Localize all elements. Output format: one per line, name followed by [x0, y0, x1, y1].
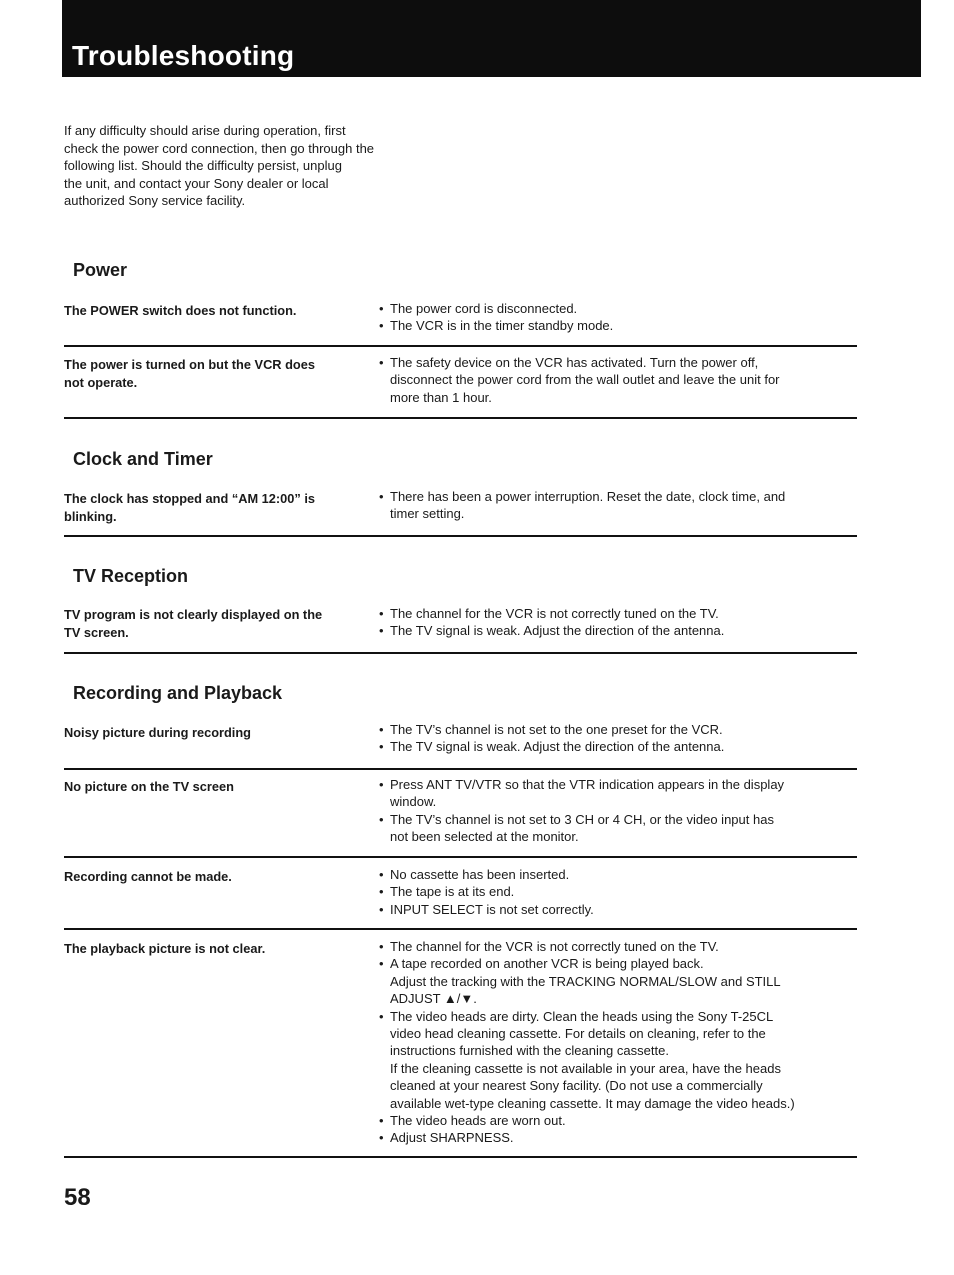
solution-item: • INPUT SELECT is not set correctly. [379, 901, 849, 918]
divider [64, 417, 857, 419]
intro-paragraph [64, 122, 424, 210]
problem-text [64, 490, 362, 526]
solution-item: instructions furnished with the cleaning cassette. [390, 1043, 669, 1059]
solution-item: Adjust the tracking with the TRACKING NORMAL/SLOW and STILL [390, 973, 781, 989]
solution-list [379, 488, 849, 523]
problem-line: blinking. [64, 509, 117, 524]
solution-item: • The TV signal is weak. Adjust the direction of the antenna. [379, 738, 849, 755]
problem-text: The POWER switch does not function. [64, 303, 297, 318]
problem-line: The power is turned on but the VCR does [64, 357, 315, 372]
section-title-power: Power [73, 260, 128, 280]
problem-text: No picture on the TV screen [64, 779, 234, 794]
section-title-recording: Recording and Playback [73, 683, 283, 703]
solution-list [379, 605, 849, 640]
problem-text [64, 606, 362, 642]
solution-item: • The channel for the VCR is not correctly tuned on the TV. [379, 938, 849, 955]
section-title-tv-reception: TV Reception [73, 566, 189, 586]
divider [64, 345, 857, 347]
divider [64, 652, 857, 654]
intro-line: following list. Should the difficulty persist, unplug [64, 158, 342, 174]
solution-item: • The channel for the VCR is not correctly tuned on the TV. [379, 605, 849, 622]
intro-line: check the power cord connection, then go through the [64, 140, 375, 156]
header-bar [62, 0, 921, 77]
solution-item: ADJUST ▲/▼. [390, 991, 477, 1007]
section-title-clock: Clock and Timer [73, 449, 213, 469]
solution-item: disconnect the power cord from the wall outlet and leave the unit for [390, 372, 780, 388]
solution-item: • The power cord is disconnected. [379, 300, 849, 317]
solution-item: • The video heads are worn out. [379, 1112, 849, 1129]
solution-item: available wet-type cleaning cassette. It may damage the video heads.) [390, 1095, 795, 1111]
solution-list [379, 776, 849, 846]
solution-item: video head cleaning cassette. For details on cleaning, refer to the [390, 1026, 766, 1042]
solution-list [379, 938, 849, 1147]
solution-item: • Press ANT TV/VTR so that the VTR indication appears in the display [379, 776, 849, 793]
solution-item: • The video heads are dirty. Clean the heads using the Sony T-25CL [379, 1008, 849, 1025]
solution-item: • There has been a power interruption. Reset the date, clock time, and [379, 488, 849, 505]
divider [64, 535, 857, 537]
solution-item: • The tape is at its end. [379, 883, 849, 900]
intro-line: the unit, and contact your Sony dealer or local [64, 175, 329, 191]
divider [64, 768, 857, 770]
problem-text: The playback picture is not clear. [64, 941, 266, 956]
solution-item: If the cleaning cassette is not available in your area, have the heads [390, 1060, 781, 1076]
divider [64, 856, 857, 858]
page-title: Troubleshooting [72, 40, 295, 71]
solution-item: • The safety device on the VCR has activated. Turn the power off, [379, 354, 849, 371]
divider [64, 1156, 857, 1158]
problem-line: not operate. [64, 375, 138, 390]
solution-item: • The TV’s channel is not set to the one preset for the VCR. [379, 721, 849, 738]
solution-list [379, 354, 849, 406]
divider [64, 928, 857, 930]
problem-line: TV screen. [64, 625, 129, 640]
problem-text [64, 356, 362, 392]
solution-list [379, 721, 849, 756]
solution-item: not been selected at the monitor. [390, 829, 579, 845]
solution-item: • No cassette has been inserted. [379, 866, 849, 883]
solution-item: timer setting. [390, 506, 465, 522]
solution-item: more than 1 hour. [390, 389, 492, 405]
solution-item: • The TV’s channel is not set to 3 CH or 4 CH, or the video input has [379, 811, 849, 828]
intro-line: authorized Sony service facility. [64, 193, 246, 209]
problem-text: Recording cannot be made. [64, 869, 232, 884]
solution-item: • The VCR is in the timer standby mode. [379, 317, 849, 334]
problem-line: The clock has stopped and “AM 12:00” is [64, 491, 316, 506]
problem-text: Noisy picture during recording [64, 725, 251, 740]
page-number: 58 [64, 1184, 91, 1211]
solution-list [379, 300, 849, 335]
solution-list [379, 866, 849, 918]
solution-item: • The TV signal is weak. Adjust the direction of the antenna. [379, 622, 849, 639]
solution-item: • A tape recorded on another VCR is being played back. [379, 955, 849, 972]
solution-item: cleaned at your nearest Sony facility. (Do not use a commercially [390, 1078, 763, 1094]
solution-item: window. [390, 794, 437, 810]
problem-line: TV program is not clearly displayed on the [64, 607, 323, 622]
solution-item: • Adjust SHARPNESS. [379, 1129, 849, 1146]
intro-line: If any difficulty should arise during operation, first [64, 123, 346, 138]
